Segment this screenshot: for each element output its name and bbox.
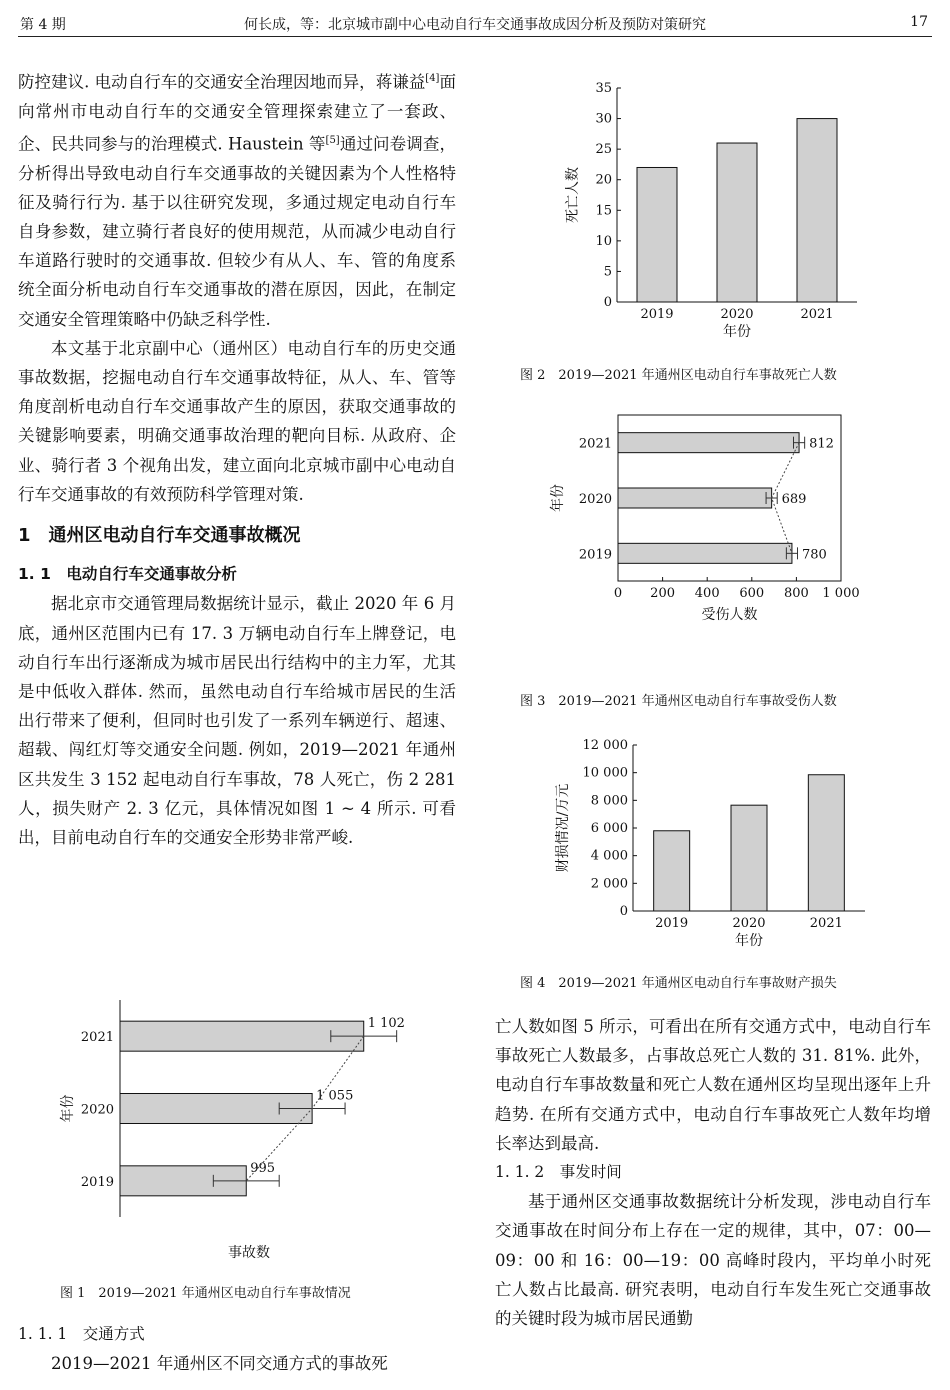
bar <box>717 143 757 302</box>
x-tick-label: 0 <box>613 586 623 601</box>
paragraph-3: 据北京市交通管理局数据统计显示，截止 2020 年 6 月底，通州区范围内已有 17. 3 万辆电动自行车上牌登记，电动自行车出行逐渐成为城市居民出行结构中的主力军，尤其是中低收入群体. 然而，虽然电动自行车给城市居民的生活出行带来了便利，但同时也引发了一系列车辆逆行、超速、超载、闯红灯等交通安全问题. 例如，2019—2021 年通州区共发生 3 152 起电动自行车事故，78 人死亡，伤 2 281 人，损失财产 2. 3 亿元，具体情况如图 1 ~ 4 所示. 可看出，目前电动自行车的交通安全形势非常严峻. <box>18 594 456 848</box>
figure-3-caption: 图 3 2019—2021 年通州区电动自行车事故受伤人数 <box>520 694 837 709</box>
citation-5: [5] <box>325 134 340 146</box>
left-column <box>18 64 456 852</box>
x-tick-label: 600 <box>739 586 765 601</box>
text-run: 通过问卷调查，分析得出导致电动自行车交通事故的关键因素为个人性格特征及骑行行为. 基于以往研究发现，多通过规定电动自行车自身参数，建立骑行者良好的使用规范，从而减少电动自行车道路行驶时的交通事故. 但较少有从人、车、管的角度系统全面分析电动自行车交通事故的潜在原因，因此，在制定交通安全管理策略中仍缺乏科学性. <box>18 134 457 329</box>
y-tick-label: 2019 <box>80 1174 114 1190</box>
y-tick-label: 2021 <box>80 1030 114 1046</box>
x-tick-label: 2021 <box>800 307 834 322</box>
y-tick-label: 0 <box>603 295 612 310</box>
figure-4-chart <box>545 733 915 958</box>
subsubsection-heading-1-1-1: 1. 1. 1 交通方式 <box>18 1325 145 1343</box>
figure-3-chart <box>545 415 915 630</box>
subsubsection-heading-1-1-2: 1. 1. 2 事发时间 <box>495 1163 622 1182</box>
left-column-bottom <box>18 1320 456 1378</box>
y-tick-label: 12 000 <box>582 738 628 753</box>
figure-2-chart <box>545 72 915 352</box>
bar <box>120 1021 364 1051</box>
figure-2 <box>545 72 915 352</box>
y-tick-label: 2019 <box>578 547 612 563</box>
figure-1-caption: 图 1 2019—2021 年通州区电动自行车事故情况 <box>60 1286 351 1301</box>
x-tick-label: 2020 <box>720 307 754 322</box>
bar <box>637 167 677 302</box>
paragraph-right-2: 基于通州区交通事故数据统计分析发现，涉电动自行车交通事故在时间分布上存在一定的规律，其中，07：00—09：00 和 16：00—19：00 高峰时段内，平均单小时死亡人数占比最高. 研究表明，电动自行车发生死亡交通事故的关键时段为城市居民通勤 <box>495 1192 931 1329</box>
figure-4-caption: 图 4 2019—2021 年通州区电动自行车事故财产损失 <box>520 976 837 991</box>
data-label: 995 <box>250 1160 276 1176</box>
paragraph-4: 2019—2021 年通州区不同交通方式的事故死 <box>51 1354 388 1374</box>
x-axis-label: 年份 <box>735 933 763 949</box>
x-tick-label: 400 <box>694 586 720 601</box>
y-tick-label: 35 <box>595 81 612 96</box>
y-tick-label: 8 000 <box>590 793 628 809</box>
y-axis-label: 财损情况/万元 <box>555 783 571 873</box>
bar <box>808 775 844 911</box>
y-tick-label: 5 <box>603 264 612 280</box>
bar <box>797 119 837 302</box>
x-tick-label: 1 000 <box>822 586 860 601</box>
x-tick-label: 2019 <box>655 916 689 931</box>
paragraph-1 <box>18 64 456 334</box>
running-title: 何长成，等：北京城市副中心电动自行车交通事故成因分析及预防对策研究 <box>244 17 706 33</box>
y-tick-label: 10 <box>595 233 612 249</box>
x-tick-label: 2020 <box>732 916 766 931</box>
data-label: 1 055 <box>316 1088 354 1104</box>
y-axis-label: 死亡人数 <box>565 167 581 223</box>
page-number: 17 <box>910 14 928 30</box>
x-tick-label: 200 <box>650 586 676 601</box>
y-tick-label: 2020 <box>80 1102 114 1118</box>
y-tick-label: 6 000 <box>590 821 628 836</box>
y-tick-label: 15 <box>595 203 612 219</box>
issue-number: 第 4 期 <box>20 17 66 33</box>
x-axis-label: 事故数 <box>228 1245 270 1261</box>
x-tick-label: 2021 <box>809 916 843 931</box>
x-tick-label: 800 <box>783 586 809 601</box>
bar <box>618 543 792 563</box>
figure-1 <box>40 995 460 1285</box>
y-tick-label: 2020 <box>578 492 612 507</box>
running-header <box>18 14 932 37</box>
bar <box>618 433 799 453</box>
bar <box>731 805 767 911</box>
paragraph-right-1: 亡人数如图 5 所示，可看出在所有交通方式中，电动自行车事故死亡人数最多，占事故总死亡人数的 31. 81%. 此外，电动自行车事故数量和死亡人数在通州区均呈现出逐年上升趋势. 在所有交通方式中，电动自行车事故死亡人数年均增长率达到最高. <box>495 1017 931 1153</box>
x-axis-label: 受伤人数 <box>701 607 758 623</box>
data-label: 780 <box>801 547 827 563</box>
y-tick-label: 0 <box>619 904 628 919</box>
y-axis-label: 年份 <box>550 484 566 512</box>
bar <box>654 831 690 911</box>
y-tick-label: 20 <box>595 172 612 188</box>
bar <box>618 488 772 508</box>
citation-4: [4] <box>425 73 440 84</box>
text-run: 防控建议. 电动自行车的交通安全治理因地而异，蒋谦益 <box>18 72 426 92</box>
y-tick-label: 30 <box>595 111 612 127</box>
y-axis-label: 年份 <box>60 1094 76 1123</box>
figure-4 <box>545 733 915 958</box>
y-tick-label: 25 <box>595 142 612 158</box>
figure-1-chart <box>40 995 460 1285</box>
data-label: 689 <box>781 492 807 507</box>
data-label: 812 <box>809 436 834 452</box>
y-tick-label: 4 000 <box>590 848 628 864</box>
figure-3 <box>545 415 915 630</box>
y-tick-label: 2021 <box>578 436 612 452</box>
paragraph-2: 本文基于北京副中心（通州区）电动自行车的历史交通事故数据，挖掘电动自行车交通事故特征，从人、车、管等角度剖析电动自行车交通事故产生的原因，获取交通事故的关键影响要素，明确交通事故治理的靶向目标. 从政府、企业、骑行者 3 个视角出发，建立面向北京城市副中心电动自行车交通事故的有效预防科学管理对策. <box>18 338 456 504</box>
y-tick-label: 2 000 <box>590 876 628 892</box>
figure-2-caption: 图 2 2019—2021 年通州区电动自行车事故死亡人数 <box>520 368 837 383</box>
right-column <box>495 1012 931 1333</box>
subsection-heading-1-1: 1. 1 电动自行车交通事故分析 <box>18 565 237 584</box>
data-label: 1 102 <box>367 1016 405 1032</box>
y-tick-label: 10 000 <box>582 765 628 781</box>
x-axis-label: 年份 <box>723 324 751 340</box>
x-tick-label: 2019 <box>640 307 674 322</box>
text-run: 面向常州市电动自行车的交通安全管理探索建立了一套政、企、民共同参与的治理模式. Haustein 等 <box>18 72 457 154</box>
section-heading-1: 1 通州区电动自行车交通事故概况 <box>18 525 301 547</box>
